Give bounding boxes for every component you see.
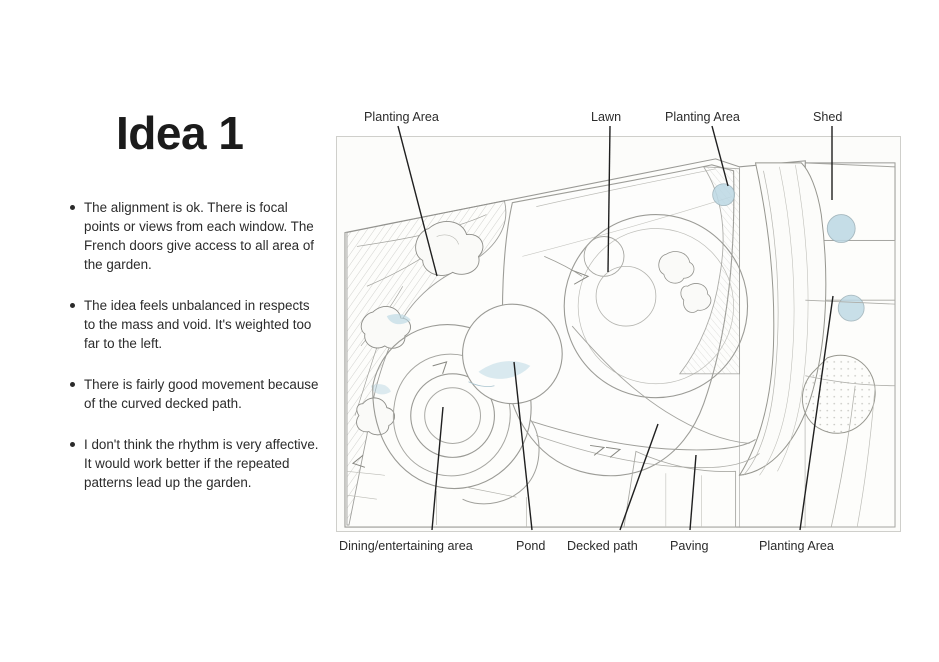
list-item: The alignment is ok. There is focal points or views from each window. The French doors give access to all area of the garden.	[70, 198, 320, 274]
callout-decked-path: Decked path	[567, 539, 638, 553]
list-item: The idea feels unbalanced in respects to the mass and void. It's weighted too far to the left.	[70, 296, 320, 353]
sketch-frame	[336, 136, 901, 532]
sketch-drawing	[337, 137, 900, 531]
callout-pond: Pond	[516, 539, 546, 553]
callout-lawn: Lawn	[591, 110, 622, 124]
callout-dining-entertaining-area: Dining/entertaining area	[339, 539, 473, 553]
callout-planting-area-bottom: Planting Area	[759, 539, 834, 553]
garden-plan-sketch	[336, 136, 901, 532]
callout-shed: Shed	[813, 110, 843, 124]
list-item: There is fairly good movement because of the curved decked path.	[70, 375, 320, 413]
page-title: Idea 1	[116, 107, 244, 159]
slide-text-column	[70, 107, 320, 514]
callout-planting-area-top-left: Planting Area	[364, 110, 439, 124]
callout-planting-area-top-right: Planting Area	[665, 110, 740, 124]
callout-paving: Paving	[670, 539, 709, 553]
notes-list	[70, 198, 320, 492]
list-item: I don't think the rhythm is very affective. It would work better if the repeated patterns lead up the garden.	[70, 435, 320, 492]
